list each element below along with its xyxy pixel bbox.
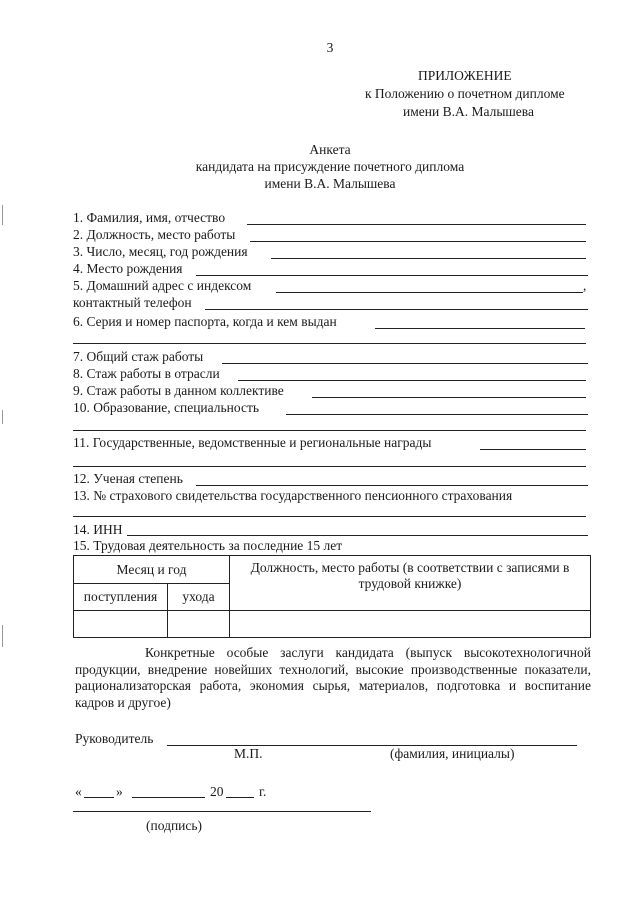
field-label-degree: 12. Ученая степень [73,471,183,486]
signature-line[interactable] [73,811,371,812]
table-header-entry-label: поступления [83,589,158,604]
field-label-phone: контактный телефон [73,295,192,310]
name-hint: (фамилия, инициалы) [390,746,515,761]
table-cell-entry[interactable] [74,611,168,638]
form-subtitle-2: имени В.А. Малышева [264,176,396,191]
page-number: 3 [326,40,334,55]
merits-paragraph [75,645,591,711]
appendix-line-1: к Положению о почетном дипломе [365,86,565,101]
field-education-line[interactable] [286,414,588,415]
field-label-work-history: 15. Трудовая деятельность за последние 15 лет [73,538,343,553]
date-year-prefix: 20 [210,784,224,799]
table-header-position [230,556,591,611]
field-position-line[interactable] [250,241,586,242]
stamp-label: М.П. [234,746,263,761]
date-month-line[interactable] [132,797,205,798]
appendix-title: ПРИЛОЖЕНИЕ [418,68,512,83]
field-birth-date-line[interactable] [271,258,586,259]
table-row [74,611,591,638]
field-label-awards: 11. Государственные, ведомственные и региональные награды [73,435,432,450]
field-label-position: 2. Должность, место работы [73,227,236,242]
form-title: Анкета [309,142,351,157]
field-phone-line[interactable] [205,309,588,310]
date-day-line[interactable] [84,797,114,798]
merits-text: Конкретные особые заслуги кандидата (выпуск высокотехнологичной продукции, внедрение новейших технологий, высокие производственные показатели, рационализаторская работа, экономия сырья, материалов, подготовка и воспитание кадров и другое) [75,645,591,710]
field-passport-line[interactable] [375,328,585,329]
scan-margin-mark [2,205,3,225]
field-label-industry-experience: 8. Стаж работы в отрасли [73,366,220,381]
table-header-exit [168,584,230,611]
form-subtitle-1: кандидата на присуждение почетного диплома [195,159,465,174]
date-open-quote: « [75,784,82,799]
date-close-quote: » [116,784,123,799]
field-label-pension-insurance: 13. № страхового свидетельства государственного пенсионного страхования [73,488,513,503]
field-education-line-2[interactable] [73,430,586,431]
field-label-inn: 14. ИНН [73,522,123,537]
field-inn-line[interactable] [127,535,588,536]
table-header-month-year [74,556,230,584]
head-signature-line[interactable] [167,745,577,746]
field-label-home-address: 5. Домашний адрес с индексом [73,278,252,293]
field-label-education: 10. Образование, специальность [73,400,260,415]
field-label-team-experience: 9. Стаж работы в данном коллективе [73,383,284,398]
field-home-address-line[interactable] [276,292,583,293]
field-label-full-name: 1. Фамилия, имя, отчество [73,210,226,225]
field-label-birth-date: 3. Число, месяц, год рождения [73,244,248,259]
table-header-position-line-2: трудовой книжке) [358,576,462,591]
appendix-line-2: имени В.А. Малышева [403,104,534,119]
field-total-experience-line[interactable] [222,363,588,364]
field-home-address-comma: , [583,278,587,293]
field-label-passport: 6. Серия и номер паспорта, когда и кем выдан [73,314,337,329]
signature-hint: (подпись) [146,818,203,833]
field-label-total-experience: 7. Общий стаж работы [73,349,204,364]
table-header-row [74,556,591,584]
head-label: Руководитель [75,731,154,746]
field-awards-line[interactable] [480,449,586,450]
field-degree-line[interactable] [196,485,588,486]
field-team-experience-line[interactable] [312,397,586,398]
field-pension-insurance-line[interactable] [73,516,586,517]
work-history-table [73,555,591,638]
field-full-name-line[interactable] [247,224,586,225]
table-header-entry [74,584,168,611]
field-awards-line-2[interactable] [73,466,586,467]
field-birth-place-line[interactable] [196,275,588,276]
scan-margin-mark [2,410,3,424]
field-industry-experience-line[interactable] [238,380,586,381]
table-header-position-line-1: Должность, место работы (в соответствии с записями в [250,560,570,575]
date-year-line[interactable] [226,797,254,798]
date-year-suffix: г. [259,784,267,799]
field-passport-line-2[interactable] [73,343,586,344]
table-header-exit-label: ухода [182,589,215,604]
table-cell-exit[interactable] [168,611,230,638]
table-cell-position[interactable] [230,611,591,638]
field-label-birth-place: 4. Место рождения [73,261,183,276]
table-header-month-year-label: Месяц и год [116,561,187,577]
scan-margin-mark [2,625,3,647]
